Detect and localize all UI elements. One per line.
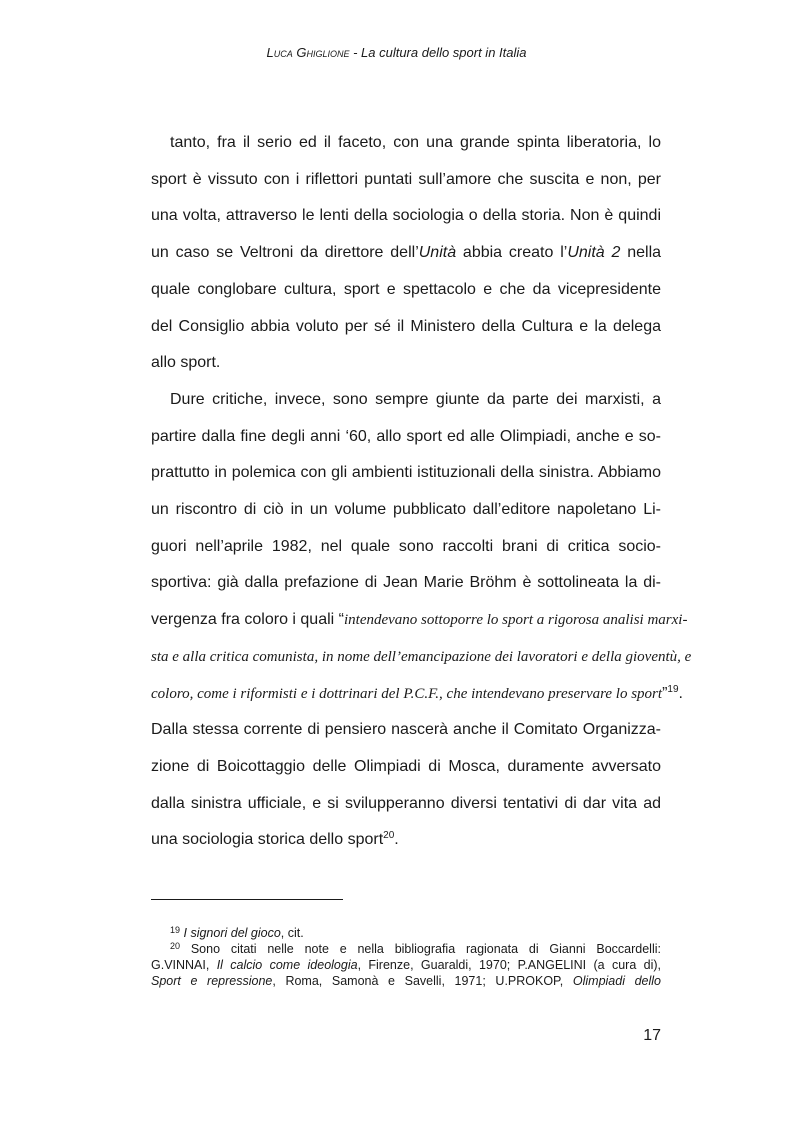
newspaper-title: Unità (418, 244, 457, 262)
text-line: Dalla stessa corrente di pensiero nascerà anche il Comitato Organizza- (151, 721, 661, 739)
header-separator: - (349, 45, 362, 60)
main-text (151, 125, 692, 859)
text-line: zione di Boicottaggio delle Olimpiadi di Mosca, duramente avversato (151, 757, 661, 775)
footnotes (151, 925, 661, 989)
book-title: Olimpiadi dello (572, 974, 661, 988)
footnote-line (151, 973, 661, 989)
text-line: un riscontro di ciò in un volume pubblicato dall’editore napoletano Li- (151, 501, 661, 519)
footnote-ref: 20 (383, 830, 395, 842)
footnote-number: 20 (170, 941, 181, 951)
text-span: G.VINNAI, (151, 958, 217, 972)
text-line: Dure critiche, invece, sono sempre giunte da parte dei marxisti, a (170, 390, 661, 408)
running-header (0, 45, 793, 60)
footnote-number: 19 (170, 925, 181, 935)
text-line (151, 676, 683, 713)
text-line: una volta, attraverso le lenti della sociologia o della storia. Non è quindi (151, 207, 661, 225)
text-line (151, 822, 661, 859)
text-span: nella (620, 244, 662, 262)
text-span: una sociologia storica dello sport (151, 831, 384, 849)
text-line: allo sport. (151, 354, 221, 372)
text-span: Sono citati nelle note e nella bibliografia ragionata di Gianni Boccardelli: (190, 942, 661, 956)
text-line: sport è vissuto con i riflettori puntati sull’amore che suscita e non, per (151, 170, 661, 188)
page-number: 17 (643, 1027, 661, 1044)
text-span: , cit. (280, 926, 304, 940)
text-line (151, 602, 688, 639)
quotation: coloro, come i riformisti e i dottrinari del P.C.F., che intendevano preservare lo sport (151, 685, 663, 702)
text-span: . (678, 684, 683, 702)
text-span: abbia creato l’ (456, 244, 568, 262)
text-line: del Consiglio abbia voluto per sé il Ministero della Cultura e la delega (151, 317, 661, 335)
text-line: prattutto in polemica con gli ambienti istituzionali della sinistra. Abbiamo (151, 464, 661, 482)
footnote-line (151, 957, 661, 973)
text-line: partire dalla fine degli anni ‘60, allo sport ed alle Olimpiadi, anche e so- (151, 427, 661, 445)
text-span: . (394, 831, 399, 849)
header-title: La cultura dello sport in Italia (361, 45, 527, 60)
header-author: Luca Ghiglione (266, 45, 350, 60)
text-line (151, 235, 661, 272)
book-title: I signori del gioco (183, 926, 281, 940)
footnote-ref: 19 (667, 683, 679, 695)
quotation: intendevano sottoporre lo sport a rigorosa analisi marxi- (343, 612, 688, 629)
text-span: vergenza fra coloro i quali “ (151, 611, 344, 629)
text-span: un caso se Veltroni da direttore dell’ (151, 244, 419, 262)
text-line: guori nell’aprile 1982, nel quale sono raccolti brani di critica socio- (151, 537, 661, 555)
text-span: , Roma, Samonà e Savelli, 1971; U.PROKOP, (272, 974, 573, 988)
text-span: ” (662, 684, 668, 702)
footnote-19 (151, 925, 661, 941)
book-title: Il calcio come ideologia (216, 958, 358, 972)
text-line: quale conglobare cultura, sport e spettacolo e che da vicepresidente (151, 280, 661, 298)
text-line: tanto, fra il serio ed il faceto, con una grande spinta liberatoria, lo (170, 134, 661, 151)
quotation-line: sta e alla critica comunista, in nome dell’emancipazione dei lavoratori e della gioventù, e (151, 648, 692, 665)
footnote-20 (151, 941, 661, 957)
text-line: dalla sinistra ufficiale, e si svilupperanno diversi tentativi di dar vita ad (151, 794, 661, 812)
text-line: sportiva: già dalla prefazione di Jean Marie Bröhm è sottolineata la di- (151, 574, 661, 592)
footnote-separator (151, 899, 343, 900)
newspaper-title: Unità 2 (567, 244, 621, 262)
book-title: Sport e repressione (151, 974, 273, 988)
text-span: , Firenze, Guaraldi, 1970; P.ANGELINI (a cura di), (357, 958, 661, 972)
